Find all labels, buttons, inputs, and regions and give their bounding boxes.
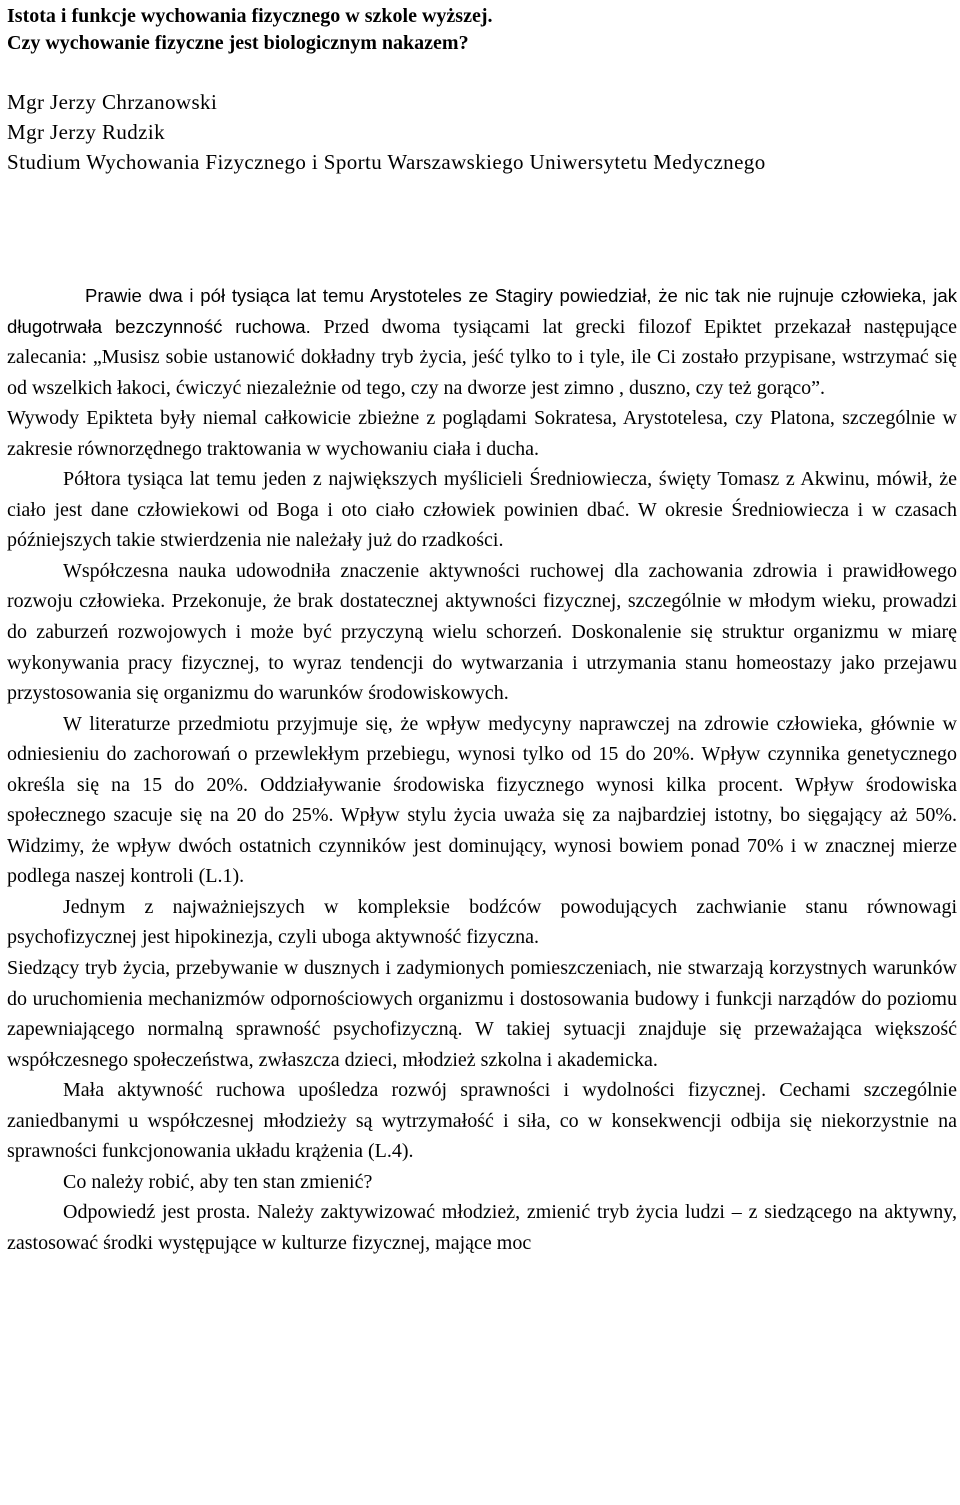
- document-title: [7, 0, 957, 57]
- paragraph-intro: [7, 281, 957, 403]
- paragraph-jednym: Jednym z najważniejszych w kompleksie bodźców powodujących zachwianie stanu równowagi psychofizycznej jest hipokinezja, czyli uboga aktywność fizyczna.: [7, 895, 957, 949]
- intro-quote-sans: Prawie dwa i pół tysiąca lat temu Arystoteles ze Stagiry powiedział, że nic tak nie rujnuje człowieka, jak długotrwała bezczynność ruchowa.: [7, 285, 957, 337]
- paragraph-mala: Mała aktywność ruchowa upośledza rozwój sprawności i wydolności fizycznej. Cechami szczególnie zaniedbanymi u współczesnej młodzieży są wytrzymałość i siła, co w konsekwencji odbija się niekorzystnie na sprawności funkcjonowania układu krążenia (L.4).: [7, 1079, 957, 1163]
- paragraph-wspolczesna: Współczesna nauka udowodniła znaczenie aktywności ruchowej dla zachowania zdrowia i prawidłowego rozwoju człowieka. Przekonuje, że brak dostatecznej aktywności fizycznej, szczególnie w młodym wieku, prowadzi do zaburzeń rozwojowych i może być przyczyną wielu schorzeń. Doskonalenie się struktur organizmu w miarę wykonywania pracy fizycznej, to wyraz tendencji do wytwarzania i utrzymania stanu homeostazy jako przejawu przystosowania się organizmu do warunków środowiskowych.: [7, 559, 957, 705]
- paragraph-literaturze: W literaturze przedmiotu przyjmuje się, że wpływ medycyny naprawczej na zdrowie człowieka, głównie w odniesieniu do zachorowań o przewlekłym przebiegu, wynosi tylko od 15 do 20%. Wpływ czynnika genetycznego określa się na 15 do 20%. Oddziaływanie środowiska fizycznego wynosi kilka procent. Wpływ środowiska społecznego szacuje się na 20 do 25%. Wpływ stylu życia uważa się za najbardziej istotny, bo sięgający aż 50%. Widzimy, że wpływ dwóch ostatnich czynników jest dominujący, wynosi bowiem ponad 70% i w znacznej mierze podlega naszej kontroli (L.1).: [7, 712, 957, 888]
- paragraph-answer: Odpowiedź jest prosta. Należy zaktywizować młodzież, zmienić tryb życia ludzi – z siedzącego na aktywny, zastosować środki występujące w kulturze fizycznej, mające moc: [7, 1201, 957, 1254]
- author-name-2: Mgr Jerzy Rudzik: [7, 120, 166, 144]
- author-affiliation: Studium Wychowania Fizycznego i Sportu Warszawskiego Uniwersytetu Medycznego: [7, 150, 766, 174]
- title-line-2: Czy wychowanie fizyczne jest biologicznym nakazem?: [7, 32, 469, 54]
- author-name-1: Mgr Jerzy Chrzanowski: [7, 90, 218, 114]
- intro-epiktet: Przed dwoma tysiącami lat grecki filozof Epiktet przekazał następujące zalecania: „Musisz sobie ustanowić dokładny tryb życia, jeść tylko to i tyle, ile Ci zostało przypisane, wstrzymać się od wszelkich łakoci, ćwiczyć niezależnie od tego, czy na dworze jest zimno , duszno, czy też gorąco”.: [7, 315, 957, 399]
- author-block: [7, 87, 957, 177]
- paragraph-siedzacy: Siedzący tryb życia, przebywanie w dusznych i zadymionych pomieszczeniach, nie stwarzają korzystnych warunków do uruchomienia mechanizmów odpornościowych organizmu i dostosowania budowy i funkcji narządów do poziomu zapewniającego normalną sprawność psychofizyczną. W takiej sytuacji znajduje się przeważająca większość współczesnego społeczeństwa, zwłaszcza dzieci, młodzież szkolna i akademicka.: [7, 957, 957, 1071]
- article-body: [7, 281, 957, 1259]
- paragraph-wywody: Wywody Epikteta były niemal całkowicie zbieżne z poglądami Sokratesa, Arystotelesa, czy Platona, szczególnie w zakresie równorzędnego traktowania w wychowaniu ciała i ducha.: [7, 407, 957, 460]
- paragraph-question: Co należy robić, aby ten stan zmienić?: [63, 1170, 373, 1193]
- paragraph-poltora: Półtora tysiąca lat temu jeden z największych myślicieli Średniowiecza, święty Tomasz z Akwinu, mówił, że ciało jest dane człowiekowi od Boga i oto ciało człowiek powinien dbać. W okresie Średniowiecza i w czasach późniejszych takie stwierdzenia nie należały już do rzadkości.: [7, 468, 957, 552]
- title-line-1: Istota i funkcje wychowania fizycznego w szkole wyższej.: [7, 5, 493, 27]
